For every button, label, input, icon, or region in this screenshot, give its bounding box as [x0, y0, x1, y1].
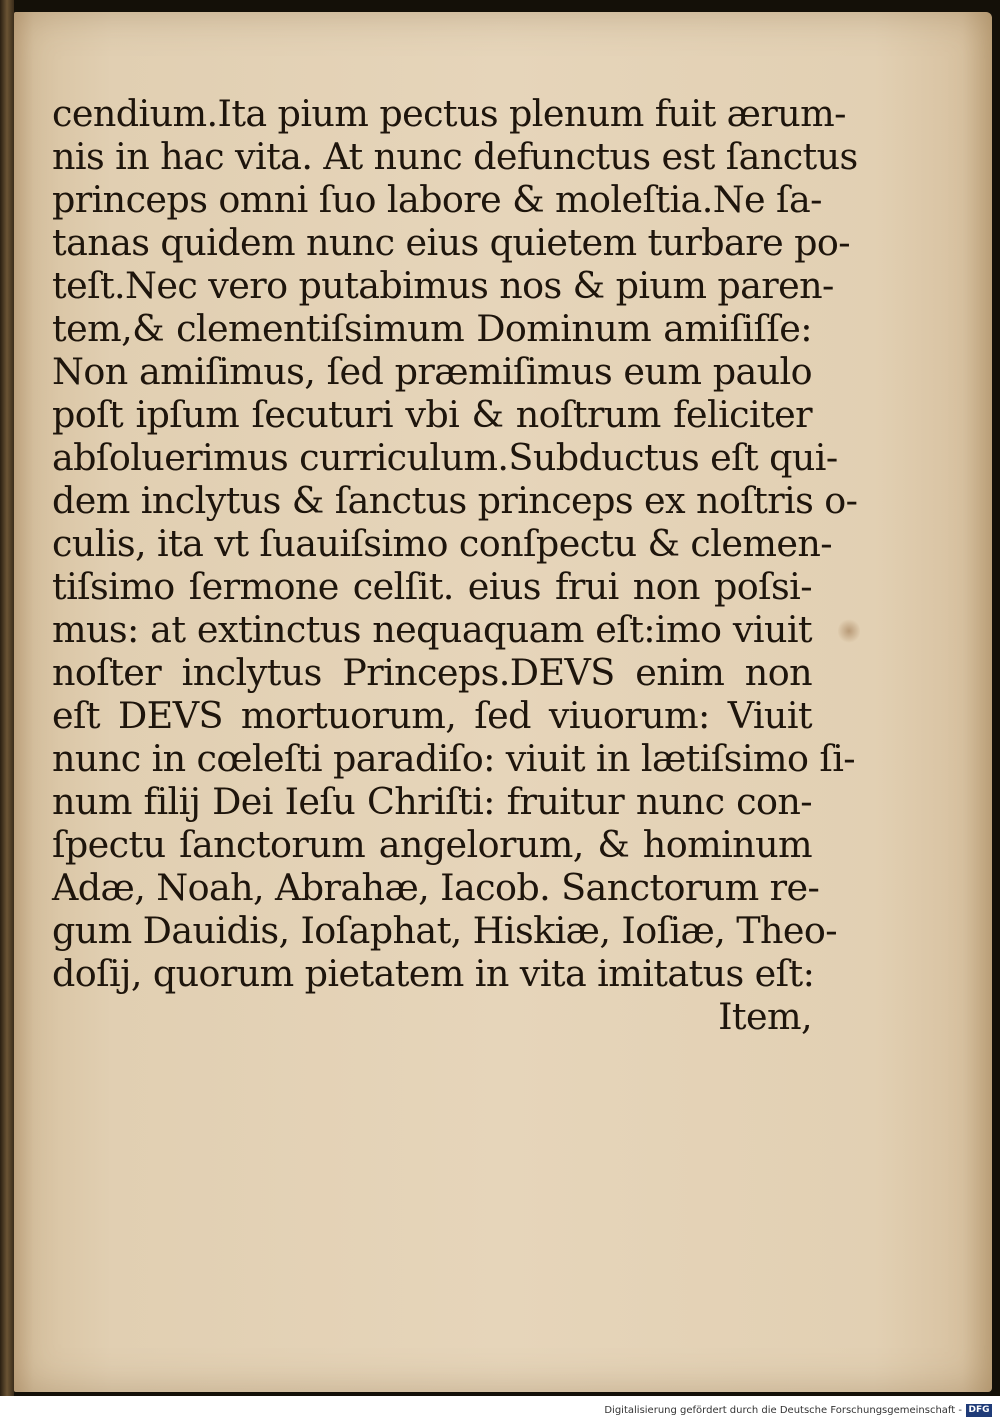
text-line: Non amiſimus, ſed præmiſimus eum paulo — [52, 350, 812, 393]
text-line: abſoluerimus curriculum.Subductus eſt qui- — [52, 436, 838, 479]
text-line: tiſsimo ſermone celſit. eius frui non poſsi- — [52, 565, 812, 608]
text-line: tem,& clementiſsimum Dominum amiſiſſe: — [52, 307, 812, 350]
text-line: noſter inclytus Princeps.DEVS enim non — [52, 651, 812, 694]
text-line: ſpectu ſanctorum angelorum, & hominum — [52, 823, 812, 866]
paper-stain — [838, 618, 860, 644]
text-line: nunc in cœleſti paradiſo: viuit in lætiſsimo ſi- — [52, 737, 856, 780]
text-line: teſt.Nec vero putabimus nos & pium paren- — [52, 264, 834, 307]
text-line: dem inclytus & ſanctus princeps ex noſtris o- — [52, 479, 858, 522]
text-line: num filij Dei Ieſu Chriſti: fruitur nunc con- — [52, 780, 812, 823]
footer-bar — [0, 1396, 1000, 1423]
text-line: Adæ, Noah, Abrahæ, Iacob. Sanctorum re- — [52, 866, 820, 909]
text-line: gum Dauidis, Ioſaphat, Hiskiæ, Ioſiæ, Theo- — [52, 909, 838, 952]
funding-credit: Digitalisierung gefördert durch die Deutsche Forschungsgemeinschaft - — [604, 1405, 962, 1416]
text-line: poſt ipſum ſecuturi vbi & noſtrum feliciter — [52, 393, 812, 436]
text-line: eſt DEVS mortuorum, ſed viuorum: Viuit — [52, 694, 812, 737]
text-line: tanas quidem nunc eius quietem turbare po- — [52, 221, 850, 264]
text-line: mus: at extinctus nequaquam eſt:imo viuit — [52, 608, 812, 651]
text-line: culis, ita vt ſuauiſsimo conſpectu & clemen- — [52, 522, 832, 565]
text-line: cendium.Ita pium pectus plenum fuit ærum- — [52, 92, 846, 135]
catchword: Item, — [718, 995, 812, 1038]
body-text — [52, 92, 858, 1038]
text-line: doſij, quorum pietatem in vita imitatus eſt: — [52, 952, 815, 995]
text-line: nis in hac vita. At nunc defunctus est ſanctus — [52, 135, 858, 178]
book-gutter — [0, 0, 14, 1396]
text-line: princeps omni ſuo labore & moleſtia.Ne ſa- — [52, 178, 822, 221]
dfg-logo: DFG — [966, 1404, 992, 1417]
